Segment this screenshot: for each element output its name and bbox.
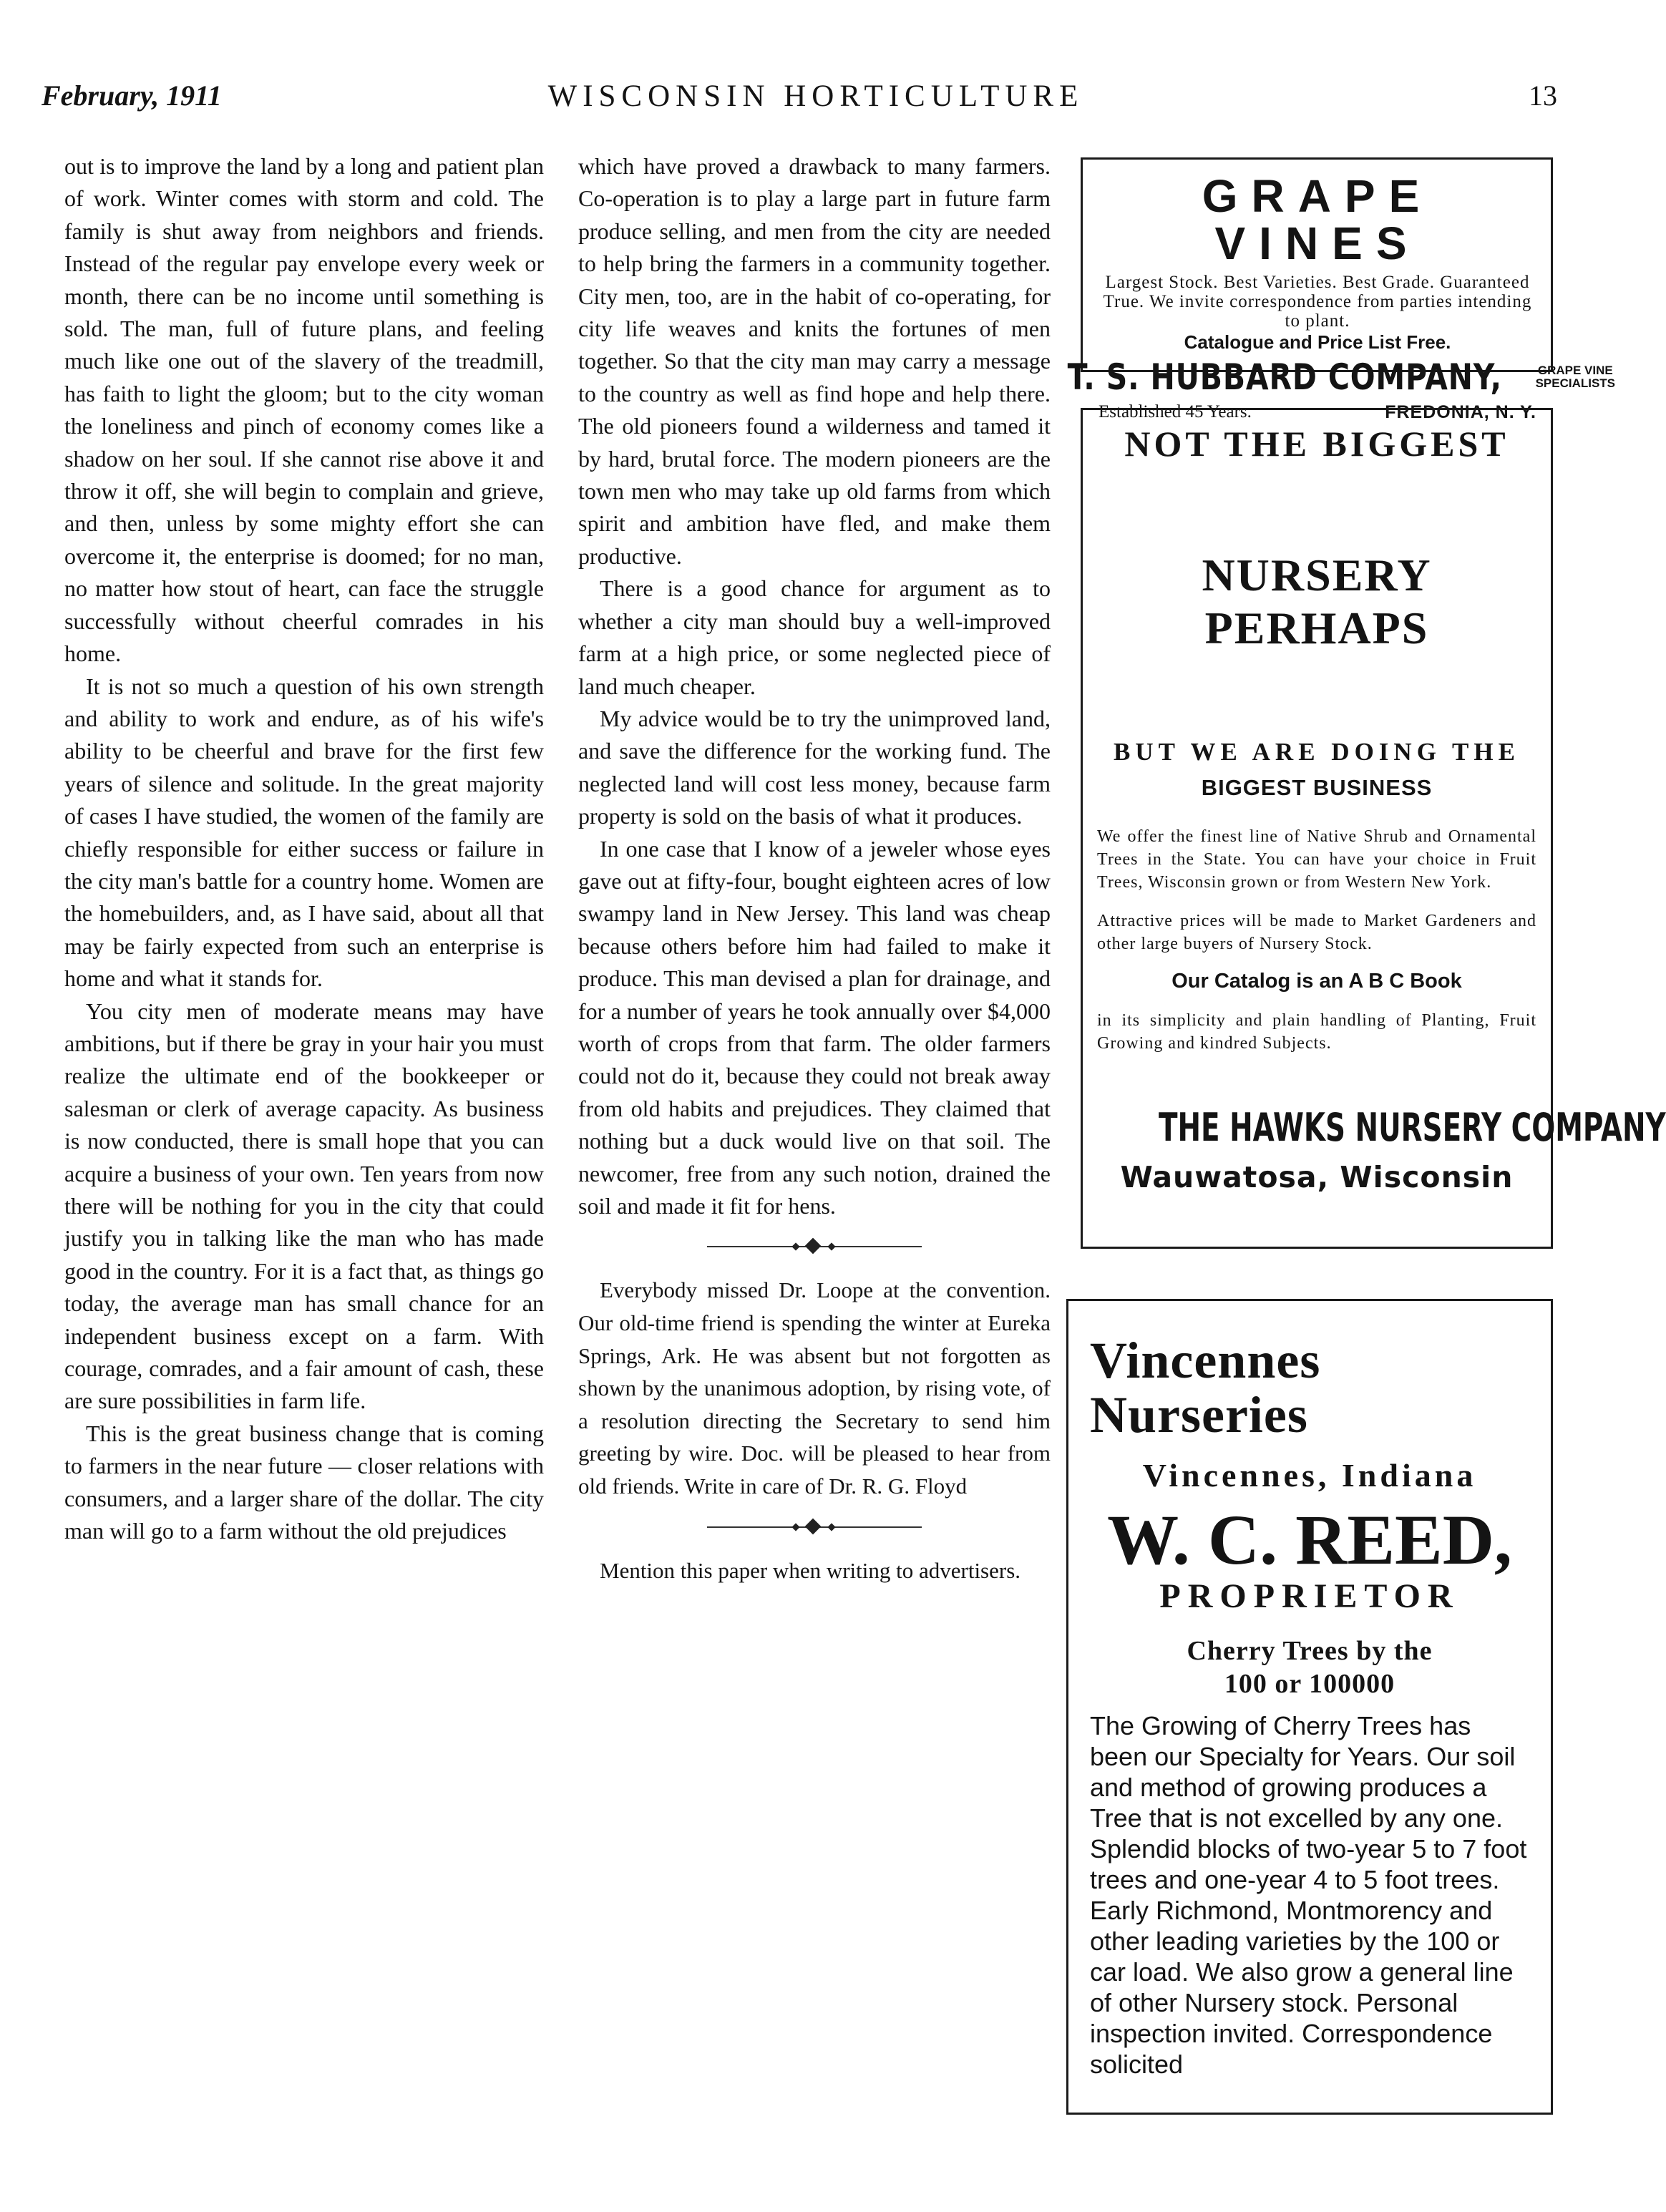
ad-headline-line: Vincennes — [1090, 1332, 1321, 1389]
ad-location: Wauwatosa, Wisconsin — [1120, 1160, 1514, 1194]
article-column-1 — [64, 150, 544, 1547]
ad-paragraph: Attractive prices will be made to Market Gardeners and other large buyers of Nursery Stock. — [1097, 912, 1536, 953]
ad-subheadline — [1097, 549, 1536, 655]
ad-location: FREDONIA, N. Y. — [1385, 402, 1536, 422]
ad-headline: GRAPE VINES — [1202, 170, 1433, 269]
ad-firm-name: T. S. HUBBARD COMPANY, — [1067, 356, 1502, 398]
ad-firm-row — [1067, 356, 1616, 398]
hawks-nursery-ad — [1081, 408, 1666, 1249]
divider-diamond — [805, 1518, 822, 1534]
ad-headline — [1090, 1333, 1529, 1442]
ad-tagline-line: Cherry Trees by the — [1187, 1636, 1433, 1666]
page-number: 13 — [1529, 79, 1557, 112]
grape-vines-ad — [1067, 157, 1616, 422]
ad-catalog-line: Our Catalog is an A B C Book — [1171, 970, 1462, 993]
ad-specialty-line: GRAPE VINE — [1537, 364, 1613, 377]
ad-specialty-line: SPECIALISTS — [1535, 376, 1616, 390]
ad-tagline — [1090, 1634, 1529, 1700]
ad-owner: W. C. REED, — [1107, 1500, 1512, 1579]
ad-paragraph: in its simplicity and plain handling of Planting, Fruit Growing and kindred Subjects. — [1097, 1011, 1536, 1053]
ad-paragraph: We offer the finest line of Native Shrub and Ornamental Trees in the State. You can have your choice in Fruit Trees, Wisconsin grown or from Western New York. — [1097, 827, 1536, 892]
paragraph: This is the great business change that is coming to farmers in the near future — closer relations with consumers, and a larger share of the dollar. The city man will go to a farm without the old prejudices — [64, 1420, 544, 1544]
article-column-2 — [578, 150, 1051, 1587]
paragraph: You city men of moderate means may have ambitions, but if there be gray in your hair you must realize the ultimate end of the bookkeeper or salesman or clerk of average capacity. As business is now conducted, there is small hope that you can acquire a business of your own. Ten years from now there will be nothing for you in the city that could justify you in talking like the man who has made good in the country. For it is a fact that, as things go today, the average man has small chance for an independent business except on a farm. With courage, comrades, and a fair amount of cash, these are sure possibilities in farm life. — [64, 998, 544, 1414]
paragraph: In one case that I know of a jeweler whose eyes gave out at fifty-four, bought eighteen acres of low swampy land in New Jersey. This land was cheap because others before him had failed to make it produce. This man devised a plan for drainage, and for a number of years he took annually over $4,000 worth of crops from that farm. The older farmers could not do it, because they could not break away from old habits and prejudices. They claimed that nothing but a duck would live on that soil. The newcomer, free from any such notion, drained the soil and made it fit for hens. — [578, 835, 1051, 1219]
ad-established: Established 45 Years. — [1099, 402, 1252, 422]
issue-date: February, 1911 — [42, 79, 222, 112]
paragraph: out is to improve the land by a long and patient plan of work. Winter comes with storm and cold. The family is shut away from neighbors and friends. Instead of the regular pay envelope every week or month, there can be no income until something is sold. The man, full of future plans, and feeling much like one out of the slavery of the treadmill, has faith to light the gloom; but to the city woman the loneliness and pinch of economy comes like a shadow on her soul. If she cannot rise above it and throw it off, she will begin to complain and grieve, and then, unless by some mighty effort she can overcome it, the enterprise is doomed; for no man, no matter how stout of heart, can face the struggle successfully without cheerful comrades in his home. — [64, 153, 544, 667]
ad-specialty — [1536, 364, 1615, 390]
ad-tagline-2: BIGGEST BUSINESS — [1201, 775, 1433, 800]
journal-title: WISCONSIN HORTICULTURE — [547, 79, 1084, 113]
ad-headline: NOT THE BIGGEST — [1124, 424, 1509, 464]
vincennes-nurseries-ad — [1066, 1299, 1553, 2115]
page-header — [0, 79, 1610, 122]
paragraph: It is not so much a question of his own strength and ability to work and endure, as of his wife's ability to be cheerful and brave for the first few years of silence and solitude. In the great majority of cases I have studied, the women of the family are chiefly responsible for either success or failure in the city man's battle for a country home. Women are the homebuilders, and, as I have said, about all that may be fairly expected from such an enterprise is home and what it stands for. — [64, 673, 544, 992]
paragraph: My advice would be to try the unimproved land, and save the difference for the working fund. The neglected land will cost less money, because farm property is sold on the basis of what it produces. — [578, 705, 1051, 829]
paragraph: There is a good chance for argument as to whether a city man should buy a well-improved farm at a high price, or some neglected piece of land much cheaper. — [578, 575, 1051, 699]
ad-subheadline-line: PERHAPS — [1204, 603, 1429, 653]
divider-diamond — [805, 1238, 822, 1254]
ad-owner-title: PROPRIETOR — [1159, 1577, 1460, 1615]
ad-body: Largest Stock. Best Varieties. Best Grade. Guaranteed True. We invite correspondence from parties intending to plant. — [1103, 273, 1532, 331]
ad-catalogue-line: Catalogue and Price List Free. — [1184, 331, 1451, 353]
ad-subheadline-line: NURSERY — [1202, 550, 1432, 600]
divider-dot — [827, 1523, 835, 1531]
ad-location: Vincennes, Indiana — [1142, 1457, 1477, 1494]
divider-dot — [827, 1243, 835, 1251]
divider-dot — [791, 1243, 799, 1251]
ad-body: The Growing of Cherry Trees has been our Specialty for Years. Our soil and method of growing produces a Tree that is not excelled by any one. Splendid blocks of two-year 5 to 7 foot trees and one-year 4 to 5 foot trees. Early Richmond, Montmorency and other leading varieties by the 100 or car load. We also grow a general line of other Nursery stock. Personal inspection invited. Correspondence solicited — [1090, 1711, 1527, 2079]
mention-note: Mention this paper when writing to advertisers. — [600, 1557, 1021, 1583]
ad-tagline: BUT WE ARE DOING THE — [1114, 738, 1520, 766]
paragraph: which have proved a drawback to many farmers. Co-operation is to play a large part in future farm produce selling, and men from the city are needed to help bring the farmers in a community together. City men, too, are in the habit of co-operating, for city life weaves and knits the fortunes of men together. So that the city man may carry a message to the country as well as find hope and help there. The old pioneers found a wilderness and tamed it by hard, brutal force. The modern pioneers are the town men who may take up old farms from which spirit and ambition have fled, and make them productive. — [578, 153, 1051, 569]
divider-dot — [791, 1523, 799, 1531]
ad-tagline-line: 100 or 100000 — [1224, 1669, 1395, 1699]
ad-headline-line: Nurseries — [1090, 1386, 1308, 1443]
section-divider — [707, 1238, 922, 1255]
ad-firm-name: THE HAWKS NURSERY COMPANY — [1158, 1105, 1666, 1150]
personal-note: Everybody missed Dr. Loope at the convention. Our old-time friend is spending the winter at Eureka Springs, Ark. He was absent but not forgotten as shown by the unanimous adoption, by rising vote, of a resolution directing the Secretary to send him greeting by wire. Doc. will be pleased to hear from old friends. Write in care of Dr. R. G. Floyd — [578, 1277, 1051, 1499]
section-divider — [707, 1519, 922, 1536]
